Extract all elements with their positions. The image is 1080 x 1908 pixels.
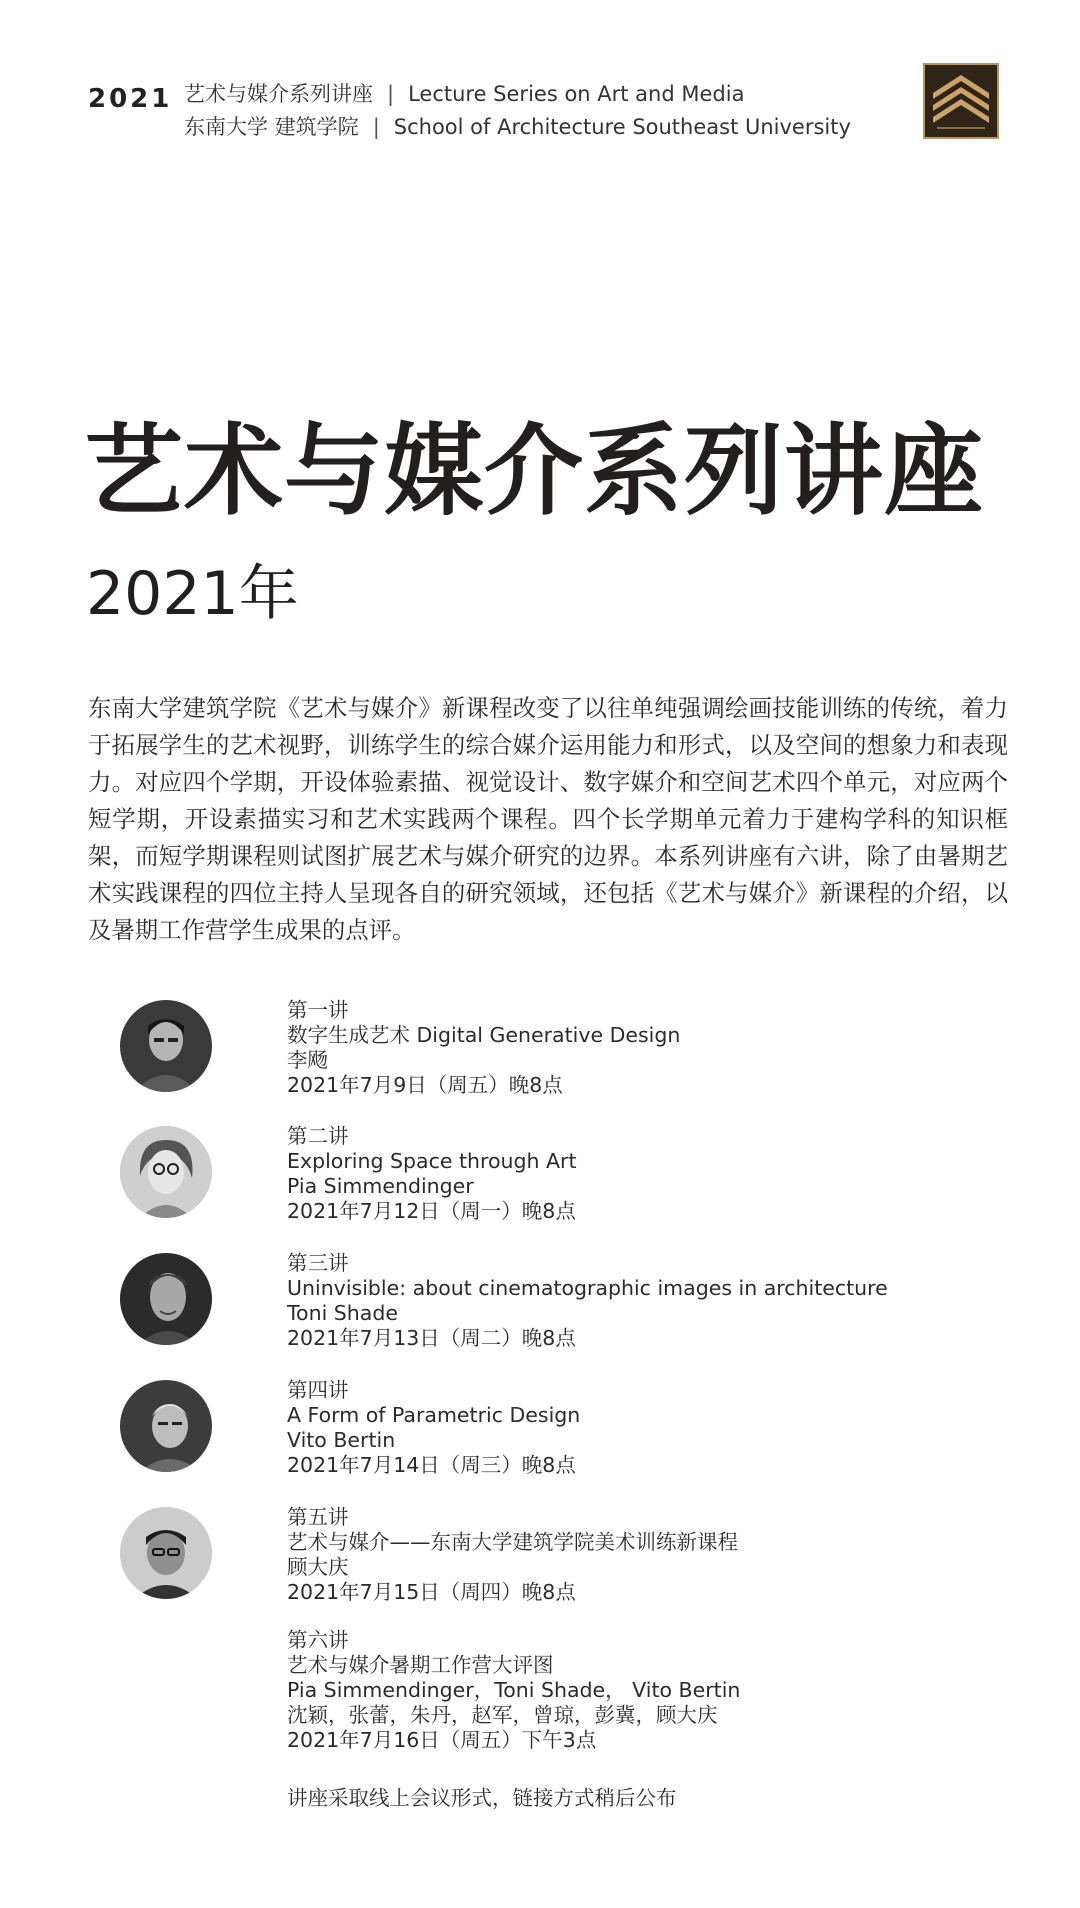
speaker-portrait-gu-daqing bbox=[120, 1507, 212, 1599]
lecture-time: 2021年7月9日（周五）晚8点 bbox=[287, 1073, 563, 1097]
header-school-en: School of Architecture Southeast University bbox=[393, 115, 851, 139]
lecture-item-final-review bbox=[287, 1628, 1047, 1753]
lecture-number: 第三讲 bbox=[287, 1251, 349, 1275]
speaker-portrait-li-yang bbox=[120, 1000, 212, 1092]
lecture-speaker: Pia Simmendinger bbox=[287, 1174, 474, 1198]
header bbox=[88, 78, 1008, 158]
lecture-number: 第四讲 bbox=[287, 1378, 349, 1402]
lecture-details bbox=[287, 1378, 1047, 1478]
footer-note: 讲座采取线上会议形式，链接方式稍后公布 bbox=[287, 1786, 677, 1810]
lecture-speaker: 李飏 bbox=[287, 1048, 328, 1072]
lecture-details bbox=[287, 1251, 1047, 1351]
lecture-item bbox=[0, 1253, 1080, 1373]
speaker-portrait-vito-bertin bbox=[120, 1380, 212, 1472]
header-lines bbox=[184, 78, 851, 144]
chevron-stack-logo-icon bbox=[923, 63, 999, 139]
header-year: 2021 bbox=[88, 84, 173, 114]
lecture-details bbox=[287, 1505, 1047, 1605]
lecture-item bbox=[0, 1507, 1080, 1627]
page-title: 艺术与媒介系列讲座 bbox=[84, 414, 984, 529]
header-series-en: Lecture Series on Art and Media bbox=[408, 82, 745, 106]
header-school-cn: 东南大学 建筑学院 bbox=[184, 115, 359, 139]
lecture-number: 第一讲 bbox=[287, 998, 349, 1022]
lecture-topic: A Form of Parametric Design bbox=[287, 1403, 581, 1427]
lecture-speaker-secondary: 沈颖，张蕾，朱丹，赵军，曾琼，彭冀，顾大庆 bbox=[287, 1703, 718, 1727]
lecture-topic: 艺术与媒介暑期工作营大评图 bbox=[287, 1653, 554, 1677]
header-separator: | bbox=[372, 115, 380, 139]
lecture-topic: Exploring Space through Art bbox=[287, 1149, 577, 1173]
lecture-details bbox=[287, 1124, 1047, 1224]
lecture-time: 2021年7月14日（周三）晚8点 bbox=[287, 1453, 576, 1477]
lecture-details bbox=[287, 998, 1047, 1098]
header-separator: | bbox=[387, 82, 395, 106]
header-line-2 bbox=[184, 111, 851, 144]
intro-paragraph: 东南大学建筑学院《艺术与媒介》新课程改变了以往单纯强调绘画技能训练的传统，着力于拓展学生的艺术视野，训练学生的综合媒介运用能力和形式，以及空间的想象力和表现力。对应四个学期，开设体验素描、视觉设计、数字媒介和空间艺术四个单元，对应两个短学期，开设素描实习和艺术实践两个课程。四个长学期单元着力于建构学科的知识框架，而短学期课程则试图扩展艺术与媒介研究的边界。本系列讲座有六讲，除了由暑期艺术实践课程的四位主持人呈现各自的研究领域，还包括《艺术与媒介》新课程的介绍，以及暑期工作营学生成果的点评。 bbox=[88, 694, 1008, 944]
lecture-time: 2021年7月13日（周二）晚8点 bbox=[287, 1326, 576, 1350]
lecture-item bbox=[0, 1380, 1080, 1500]
lecture-time: 2021年7月12日（周一）晚8点 bbox=[287, 1199, 576, 1223]
lecture-time: 2021年7月16日（周五）下午3点 bbox=[287, 1728, 597, 1752]
lecture-number: 第五讲 bbox=[287, 1505, 349, 1529]
lecture-item bbox=[0, 1000, 1080, 1120]
lecture-speaker: 顾大庆 bbox=[287, 1555, 349, 1579]
lecture-topic: 艺术与媒介——东南大学建筑学院美术训练新课程 bbox=[287, 1530, 738, 1554]
lecture-speaker: Vito Bertin bbox=[287, 1428, 396, 1452]
lecture-topic: Uninvisible: about cinematographic images in architecture bbox=[287, 1276, 888, 1300]
speaker-portrait-toni-shade bbox=[120, 1253, 212, 1345]
header-line-1 bbox=[184, 78, 851, 111]
lecture-speaker: Pia Simmendinger，Toni Shade， Vito Bertin bbox=[287, 1678, 741, 1702]
speaker-portrait-pia-simmendinger bbox=[120, 1126, 212, 1218]
lecture-speaker: Toni Shade bbox=[287, 1301, 398, 1325]
page-subtitle: 2021年 bbox=[86, 559, 299, 629]
lecture-number: 第六讲 bbox=[287, 1628, 349, 1652]
lecture-time: 2021年7月15日（周四）晚8点 bbox=[287, 1580, 576, 1604]
header-series-cn: 艺术与媒介系列讲座 bbox=[184, 82, 373, 106]
lecture-item bbox=[0, 1126, 1080, 1246]
lecture-topic: 数字生成艺术 Digital Generative Design bbox=[287, 1023, 681, 1047]
lecture-number: 第二讲 bbox=[287, 1124, 349, 1148]
